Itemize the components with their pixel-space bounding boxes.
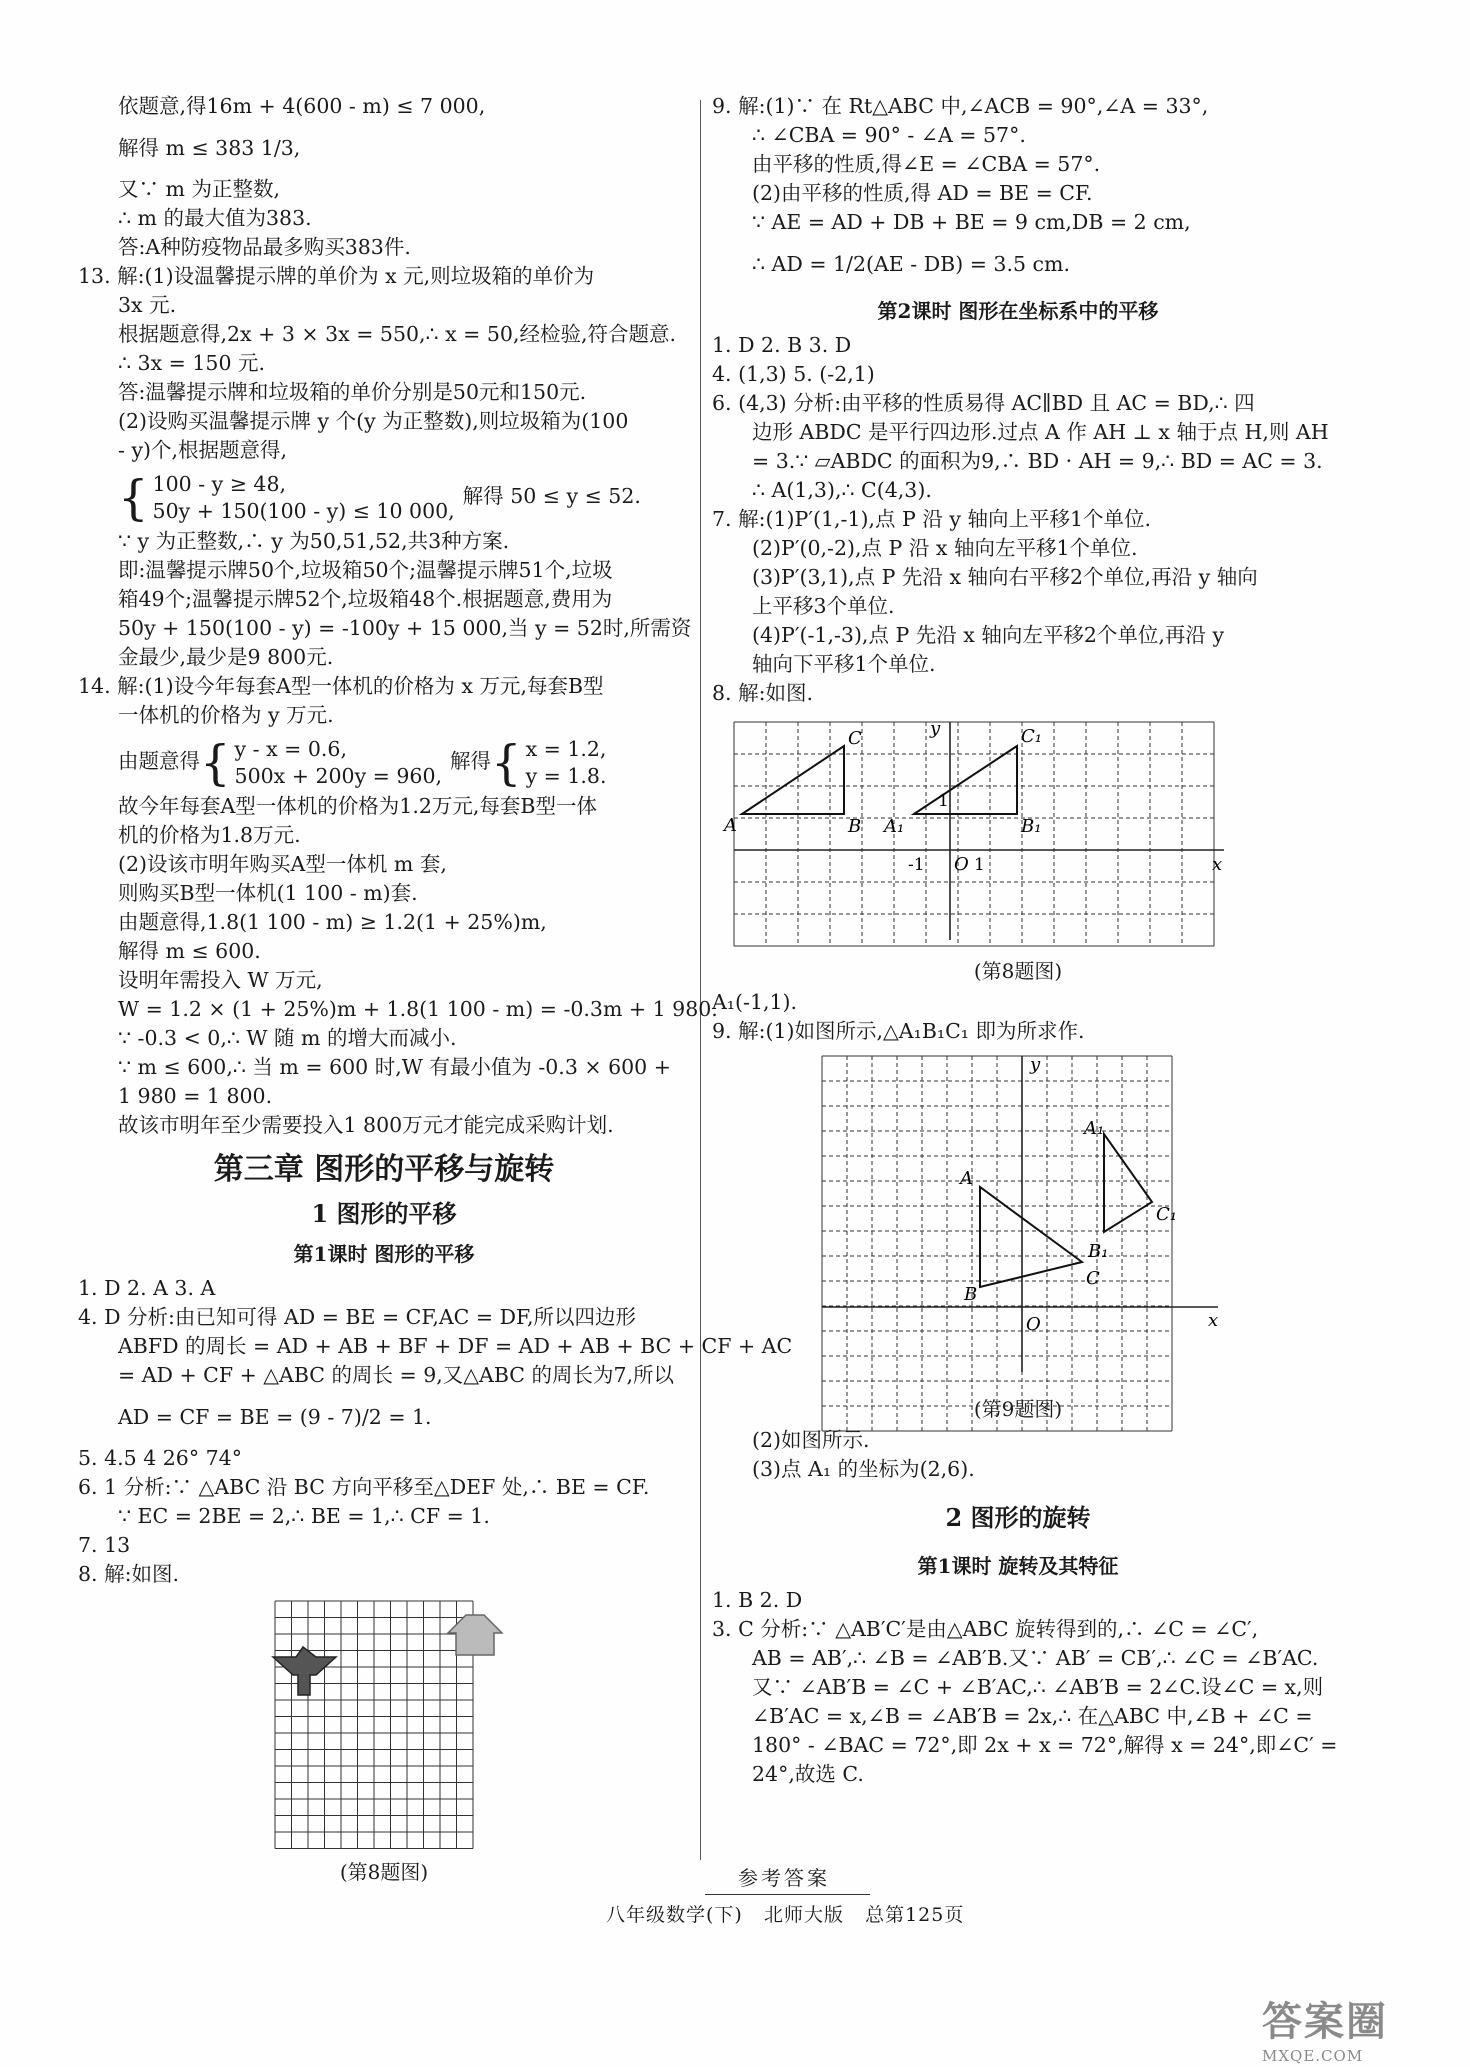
- text-line: 故今年每套A型一体机的价格为1.2万元,每套B型一体: [118, 794, 597, 818]
- figure-right-q9: [712, 1052, 1324, 1386]
- text-line: 1 980 = 1 800.: [118, 1084, 273, 1108]
- label-c1: C₁: [1021, 726, 1042, 747]
- text-line: 上平移3个单位.: [752, 594, 895, 618]
- coordinate-figure-q8: [712, 714, 1324, 944]
- text-line: = AD + CF + △ABC 的周长 = 9,又△ABC 的周长为7,所以: [118, 1363, 675, 1387]
- text-line: 又∵ m 为正整数,: [118, 177, 280, 201]
- text-line: (3)P′(3,1),点 P 先沿 x 轴向右平移2个单位,再沿 y 轴向: [752, 565, 1258, 589]
- system-solution: 解得 50 ≤ y ≤ 52.: [462, 484, 641, 508]
- solution-row-2: y = 1.8.: [525, 763, 607, 788]
- section-title-translation: 1 图形的平移: [311, 1199, 457, 1228]
- text-line: ∴ 3x = 150 元.: [118, 351, 266, 375]
- system2-row-2: 500x + 200y = 960,: [234, 763, 443, 788]
- text-line: AD = CF = BE = (9 - 7)/2 = 1.: [118, 1405, 432, 1429]
- right-lines-d: [712, 1586, 1338, 1789]
- footer-page-number: 总第125页: [865, 1904, 965, 1926]
- text-line: 4. D 分析:由已知可得 AD = BE = CF,AC = DF,所以四边形: [78, 1305, 637, 1329]
- label-tick-1: 1: [974, 855, 985, 875]
- q9-line: 9. 解:(1)如图所示,△A₁B₁C₁ 即为所求作.: [712, 1019, 1085, 1043]
- text-line: AB = AB′,∴ ∠B = ∠AB′B.又∵ AB′ = CB′,∴ ∠C = ∠B′AC.: [752, 1646, 1319, 1670]
- text-line: ABFD 的周长 = AD + AB + BF + DF = AD + AB + BC + CF + AC: [118, 1334, 793, 1358]
- label-origin: O: [954, 854, 969, 875]
- text-line: 180° - ∠BAC = 72°,即 2x + x = 72°,解得 x = 24°,即∠C′ =: [752, 1733, 1338, 1757]
- text-line: 1. D 2. B 3. D: [712, 333, 852, 357]
- text-line: = 3.∵ ▱ABDC 的面积为9,∴ BD · AH = 9,∴ BD = AC = 3.: [752, 449, 1323, 473]
- watermark-main: 答案圈: [1262, 1998, 1388, 2045]
- text-line: (2)由平移的性质,得 AD = BE = CF.: [752, 181, 1093, 205]
- section-title-rotation: 2 图形的旋转: [945, 1503, 1091, 1532]
- left-lines-a: [78, 92, 690, 465]
- text-line: 4. (1,3) 5. (-2,1): [712, 362, 875, 386]
- text-line: 即:温馨提示牌50个,垃圾箱50个;温馨提示牌51个,垃圾: [118, 558, 613, 582]
- footer-title: 参考答案: [738, 1866, 830, 1890]
- right-lines-a: [712, 92, 1324, 291]
- text-line: 答:温馨提示牌和垃圾箱的单价分别是50元和150元.: [118, 380, 587, 404]
- footer-edition: 北师大版: [763, 1904, 844, 1926]
- text-line: 1. B 2. D: [712, 1588, 803, 1612]
- text-line: 14. 解:(1)设今年每套A型一体机的价格为 x 万元,每套B型: [78, 674, 604, 698]
- text-line: 则购买B型一体机(1 100 - m)套.: [118, 881, 418, 905]
- text-line: (2)设购买温馨提示牌 y 个(y 为正整数),则垃圾箱为(100: [118, 409, 629, 433]
- text-line: 答:A种防疫物品最多购买383件.: [118, 235, 411, 259]
- label-a1: A₁: [884, 816, 905, 837]
- label-a: A: [724, 815, 737, 836]
- text-line: ∵ m ≤ 600,∴ 当 m = 600 时,W 有最小值为 -0.3 × 600 +: [118, 1055, 671, 1079]
- watermark-url: MXQE.COM: [1262, 2047, 1364, 2065]
- figure-caption-right-2: (第9题图): [973, 1397, 1063, 1421]
- text-line: 设明年需投入 W 万元,: [118, 968, 323, 992]
- text-line: ∵ y 为正整数,∴ y 为50,51,52,共3种方案.: [118, 529, 510, 553]
- label-b: B: [848, 816, 862, 837]
- text-line: ∴ m 的最大值为383.: [118, 206, 312, 230]
- label-b: B: [964, 1284, 978, 1305]
- label-x-axis: x: [1208, 1310, 1219, 1331]
- arrow-shape-original: [273, 1647, 336, 1695]
- text-line: ∴ AD = 1/2(AE - DB) = 3.5 cm.: [752, 252, 1070, 276]
- text-line: ∴ A(1,3),∴ C(4,3).: [752, 478, 932, 502]
- text-line: 8. 解:如图.: [712, 681, 813, 705]
- label-y-axis: y: [1030, 1054, 1041, 1075]
- text-line: 3x 元.: [118, 293, 177, 317]
- text-line: 依题意,得16m + 4(600 - m) ≤ 7 000,: [118, 94, 486, 118]
- grid-figure-arrows: [78, 1595, 690, 1845]
- text-line: 边形 ABDC 是平行四边形.过点 A 作 AH ⊥ x 轴于点 H,则 AH: [752, 420, 1329, 444]
- brace-symbol: {: [118, 469, 149, 526]
- grid-lines: [275, 1601, 473, 1849]
- label-origin: O: [1026, 1314, 1041, 1335]
- text-line: 5. 4.5 4 26° 74°: [78, 1446, 242, 1470]
- solution-system: [526, 736, 607, 790]
- figure-left-q8: [78, 1595, 690, 1849]
- figure-right-q8: [712, 714, 1324, 948]
- text-line: 6. (4,3) 分析:由平移的性质易得 AC∥BD 且 AC = BD,∴ 四: [712, 391, 1255, 415]
- label-a: A: [960, 1168, 973, 1189]
- text-line: 7. 解:(1)P′(1,-1),点 P 沿 y 轴向上平移1个单位.: [712, 507, 1152, 531]
- label-tick-neg1: -1: [908, 855, 925, 875]
- right-lines-b: [712, 331, 1329, 708]
- text-line: 7. 13: [78, 1533, 131, 1557]
- solution-row-1: x = 1.2,: [525, 736, 607, 761]
- system2-lead: 由题意得: [118, 749, 200, 773]
- inequality-system-row: [78, 465, 690, 527]
- text-line: 一体机的价格为 y 万元.: [118, 703, 334, 727]
- text-line: 由平移的性质,得∠E = ∠CBA = 57°.: [752, 152, 1101, 176]
- chapter-title: 第三章 图形的平移与旋转: [213, 1152, 555, 1187]
- text-line: ∵ AE = AD + DB + BE = 9 cm,DB = 2 cm,: [752, 210, 1191, 234]
- text-line: 50y + 150(100 - y) = -100y + 15 000,当 y = 52时,所需资: [118, 616, 692, 640]
- text-line: W = 1.2 × (1 + 25%)m + 1.8(1 100 - m) = -0.3m + 1 980.: [118, 997, 718, 1021]
- brace-symbol: {: [200, 734, 231, 791]
- figure-caption-right-1: (第8题图): [973, 959, 1063, 983]
- label-c1: C₁: [1156, 1204, 1177, 1225]
- inequality-system: [153, 471, 455, 525]
- system2-row-1: y - x = 0.6,: [234, 736, 347, 761]
- text-line: 8. 解:如图.: [78, 1562, 179, 1586]
- label-b1: B₁: [1088, 1241, 1109, 1262]
- text-line: 24°,故选 C.: [752, 1762, 864, 1786]
- equation-system-row: [78, 730, 690, 792]
- left-lines-d: [78, 1274, 793, 1589]
- footer-grade: 八年级数学(下): [606, 1904, 743, 1926]
- system2-mid: 解得: [450, 749, 492, 773]
- text-line: 金最少,最少是9 800元.: [118, 645, 334, 669]
- label-x-axis: x: [1212, 854, 1223, 875]
- text-line: 轴向下平移1个单位.: [752, 652, 936, 676]
- system-row-1: 100 - y ≥ 48,: [152, 471, 287, 496]
- text-line: ∠B′AC = x,∠B = ∠AB′B = 2x,∴ 在△ABC 中,∠B + ∠C =: [752, 1704, 1313, 1728]
- text-line: 1. D 2. A 3. A: [78, 1276, 216, 1300]
- equation-system: [235, 736, 442, 790]
- brace-symbol: {: [491, 734, 522, 791]
- footer-meta: [606, 1900, 964, 1927]
- text-line: 3. C 分析:∵ △AB′C′是由△ABC 旋转得到的,∴ ∠C = ∠C′,: [712, 1617, 1259, 1641]
- text-line: 由题意得,1.8(1 100 - m) ≥ 1.2(1 + 25%)m,: [118, 910, 547, 934]
- label-y-axis: y: [930, 718, 941, 739]
- text-line: 解得 m ≤ 600.: [118, 939, 261, 963]
- coordinate-figure-q9: [712, 1052, 1324, 1382]
- column-divider: [700, 100, 701, 1860]
- text-line: 13. 解:(1)设温馨提示牌的单价为 x 元,则垃圾箱的单价为: [78, 264, 595, 288]
- lesson-title-2: 第2课时 图形在坐标系中的平移: [877, 299, 1159, 323]
- lesson-title-3: 第1课时 旋转及其特征: [917, 1554, 1119, 1578]
- text-line: 6. 1 分析:∵ △ABC 沿 BC 方向平移至△DEF 处,∴ BE = CF.: [78, 1475, 650, 1499]
- right-column: [712, 92, 1338, 1789]
- footer-rule: [705, 1894, 870, 1895]
- text-line: ∴ ∠CBA = 90° - ∠A = 57°.: [752, 123, 1026, 147]
- text-line: (2)P′(0,-2),点 P 沿 x 轴向左平移1个单位.: [752, 536, 1138, 560]
- text-line: 解得 m ≤ 383 1/3,: [118, 136, 301, 160]
- left-lines-b: [78, 527, 690, 730]
- text-line: 根据题意得,2x + 3 × 3x = 550,∴ x = 50,经检验,符合题意.: [118, 322, 677, 346]
- figure-caption-left: (第8题图): [339, 1860, 429, 1884]
- text-line: 故该市明年至少需要投入1 800万元才能完成采购计划.: [118, 1113, 614, 1137]
- text-line: 机的价格为1.8万元.: [118, 823, 301, 847]
- triangle-a1b1c1: [914, 746, 1017, 814]
- text-line: 9. 解:(1)∵ 在 Rt△ABC 中,∠ACB = 90°,∠A = 33°,: [712, 94, 1209, 118]
- text-line: (4)P′(-1,-3),点 P 先沿 x 轴向左平移2个单位,再沿 y: [752, 623, 1225, 647]
- system-row-2: 50y + 150(100 - y) ≤ 10 000,: [152, 498, 455, 523]
- triangle-abc: [742, 746, 844, 814]
- text-line: ∵ EC = 2BE = 2,∴ BE = 1,∴ CF = 1.: [118, 1504, 490, 1528]
- grid-lines: [734, 722, 1214, 946]
- text-line: (2)如图所示.: [752, 1428, 870, 1452]
- text-line: - y)个,根据题意得,: [118, 438, 288, 462]
- text-line: 又∵ ∠AB′B = ∠C + ∠B′AC,∴ ∠AB′B = 2∠C.设∠C = x,则: [752, 1675, 1324, 1699]
- label-c: C: [848, 728, 862, 749]
- label-b1: B₁: [1021, 816, 1042, 837]
- label-c: C: [1086, 1268, 1100, 1289]
- label-tick-y1: 1: [938, 791, 949, 811]
- text-line: (3)点 A₁ 的坐标为(2,6).: [752, 1457, 975, 1481]
- text-line: 箱49个;温馨提示牌52个,垃圾箱48个.根据题意,费用为: [118, 587, 613, 611]
- triangle-abc: [980, 1187, 1082, 1287]
- text-line: ∵ -0.3 < 0,∴ W 随 m 的增大而减小.: [118, 1026, 457, 1050]
- left-lines-c: [78, 792, 718, 1140]
- text-line: (2)设该市明年购买A型一体机 m 套,: [118, 852, 447, 876]
- answer-a1-line: A₁(-1,1).: [712, 990, 798, 1014]
- watermark-logo: [1262, 1990, 1452, 2065]
- grid-lines: [822, 1056, 1172, 1431]
- lesson-title-1: 第1课时 图形的平移: [293, 1242, 475, 1266]
- right-lines-c: [712, 1426, 1324, 1484]
- triangle-a1b1c1: [1104, 1134, 1152, 1232]
- label-a1: A₁: [1084, 1118, 1105, 1139]
